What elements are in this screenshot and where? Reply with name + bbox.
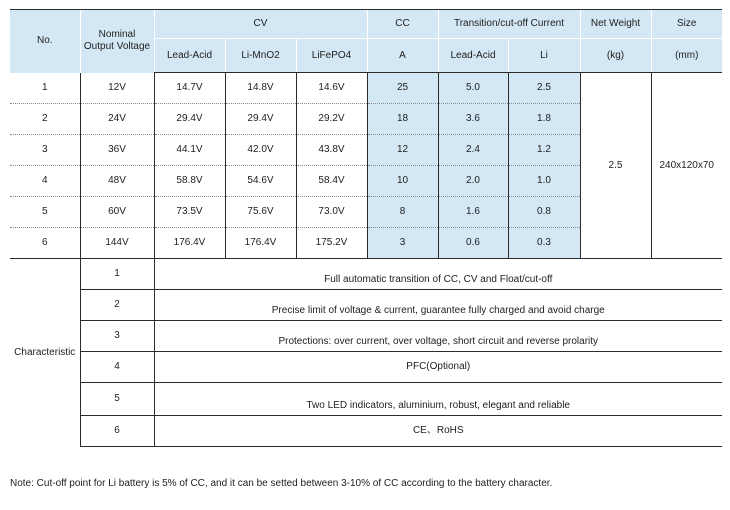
characteristic-row: [10, 290, 722, 321]
characteristic-row: [10, 259, 722, 290]
row-cv-limno: 42.0V: [225, 135, 296, 166]
row-cc: 25: [367, 73, 438, 104]
row-cv-lead: 44.1V: [154, 135, 225, 166]
characteristic-text: Precise limit of voltage & current, guarantee fully charged and avoid charge: [154, 290, 722, 321]
header-nominal-line1: Nominal: [98, 29, 136, 41]
row-no: 1: [41, 81, 48, 93]
row-cv-limno: 29.4V: [225, 104, 296, 135]
row-tr-lead: 2.0: [438, 166, 508, 197]
header-cv: CV: [154, 10, 367, 39]
row-cv-lifepo: 73.0V: [296, 197, 367, 228]
row-tr-lead: 1.6: [438, 197, 508, 228]
row-cv-limno: 176.4V: [225, 228, 296, 259]
row-no: 6: [10, 228, 80, 259]
net-weight-value: 2.5: [580, 73, 651, 259]
row-tr-li: 2.5: [508, 73, 580, 104]
row-cv-lead: 14.7V: [154, 73, 225, 104]
row-tr-li: 0.3: [508, 228, 580, 259]
row-voltage: 24V: [80, 104, 154, 135]
characteristic-num: 1: [80, 259, 154, 290]
row-cv-lead: 73.5V: [154, 197, 225, 228]
header-cc: CC: [367, 10, 438, 39]
header-net-weight: Net Weight: [580, 10, 651, 39]
header-cv-lifepo4: LiFePO4: [296, 39, 367, 73]
characteristic-row: [10, 352, 722, 383]
row-voltage: 12V: [80, 73, 154, 104]
row-no: 2: [10, 104, 80, 135]
row-tr-lead: 0.6: [438, 228, 508, 259]
characteristic-row: [10, 416, 722, 447]
row-no: 3: [10, 135, 80, 166]
row-cv-lifepo: 14.6V: [296, 73, 367, 104]
header-tr-li: Li: [508, 39, 580, 73]
characteristic-num: 5: [80, 383, 154, 416]
spec-table: [10, 9, 722, 447]
row-voltage: 48V: [80, 166, 154, 197]
row-cc: 8: [367, 197, 438, 228]
header-cv-lead-acid: Lead-Acid: [154, 39, 225, 73]
row-cc: 10: [367, 166, 438, 197]
row-cv-lifepo: 58.4V: [296, 166, 367, 197]
header-no: No.: [10, 10, 80, 73]
row-tr-li: 0.8: [508, 197, 580, 228]
row-cv-limno: 75.6V: [225, 197, 296, 228]
row-cv-lifepo: 43.8V: [296, 135, 367, 166]
row-cv-lead: 176.4V: [154, 228, 225, 259]
row-cv-limno: 14.8V: [225, 73, 296, 104]
row-cv-lifepo: 175.2V: [296, 228, 367, 259]
characteristic-text: Full automatic transition of CC, CV and Float/cut-off: [154, 259, 722, 290]
row-tr-li: 1.2: [508, 135, 580, 166]
row-cv-limno: 54.6V: [225, 166, 296, 197]
row-tr-lead: 2.4: [438, 135, 508, 166]
characteristic-num: 3: [80, 321, 154, 352]
header-cv-li-mno2: Li-MnO2: [225, 39, 296, 73]
characteristic-text: CE、RoHS: [154, 416, 722, 447]
row-tr-lead: 5.0: [438, 73, 508, 104]
row-voltage: 144V: [80, 228, 154, 259]
header-cc-unit: A: [367, 39, 438, 73]
header-nominal-voltage: [80, 10, 154, 73]
row-tr-lead: 3.6: [438, 104, 508, 135]
characteristic-text: Protections: over current, over voltage, short circuit and reverse prolarity: [154, 321, 722, 352]
table-row: [10, 73, 722, 104]
header-size-unit: (mm): [651, 39, 722, 73]
footnote: Note: Cut-off point for Li battery is 5% of CC, and it can be setted between 3-10% of CC according to the battery character.: [10, 478, 553, 489]
row-no: 5: [10, 197, 80, 228]
row-tr-li: 1.8: [508, 104, 580, 135]
row-cc: 12: [367, 135, 438, 166]
row-cv-lead: 58.8V: [154, 166, 225, 197]
row-cc: 18: [367, 104, 438, 135]
header-tr-lead-acid: Lead-Acid: [438, 39, 508, 73]
characteristic-row: [10, 321, 722, 352]
row-cv-lead: 29.4V: [154, 104, 225, 135]
characteristic-label: Characteristic: [14, 346, 76, 358]
characteristic-num: 4: [80, 352, 154, 383]
characteristic-num: 6: [80, 416, 154, 447]
header-weight-unit: (kg): [580, 39, 651, 73]
characteristic-text: Two LED indicators, aluminium, robust, elegant and reliable: [154, 383, 722, 416]
characteristic-row: [10, 383, 722, 416]
row-voltage: 60V: [80, 197, 154, 228]
row-cc: 3: [367, 228, 438, 259]
row-no: 4: [10, 166, 80, 197]
row-voltage: 36V: [80, 135, 154, 166]
size-value: 240x120x70: [651, 73, 722, 259]
characteristic-text: PFC(Optional): [154, 352, 722, 383]
header-size: Size: [651, 10, 722, 39]
characteristic-num: 2: [80, 290, 154, 321]
header-transition: Transition/cut-off Current: [438, 10, 580, 39]
row-tr-li: 1.0: [508, 166, 580, 197]
row-cv-lifepo: 29.2V: [296, 104, 367, 135]
header-nominal-line2: Output Voltage: [83, 41, 151, 53]
